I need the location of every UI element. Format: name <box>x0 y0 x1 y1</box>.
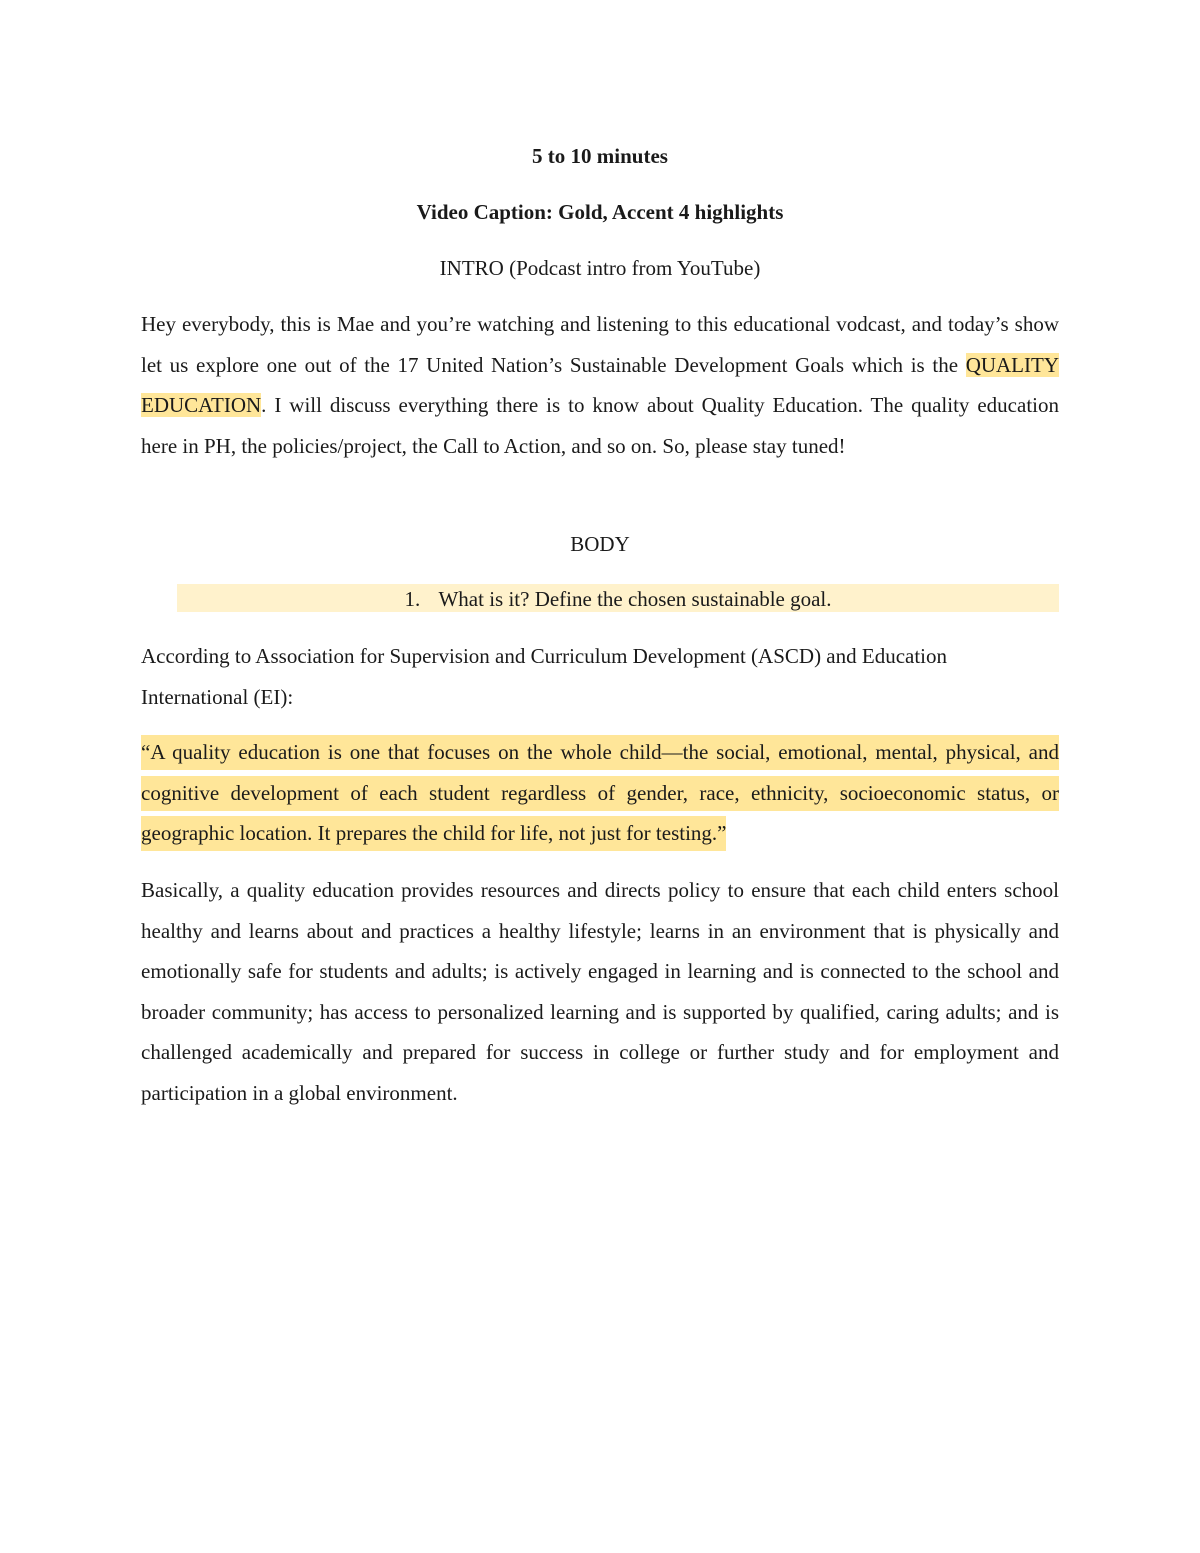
quality-education-highlight: QUALITY EDUCATION <box>141 352 1059 417</box>
quote-highlight: “A quality education is one that focuses on the whole child—the social, emotional, mental, physical, and cognitive development of each student regardless of gender, race, ethnicity, socioeconomic status, or geographic location. It prepares the child for life, not just for testing.” <box>141 735 1059 851</box>
intro-text-start: Hey everybody, this is Mae and you’re watching and listening to this educational vodcast, and today’s show let us explore one out of the 17 United Nation’s Sustainable Development Goals which is the <box>141 312 1059 377</box>
list-number: 1. <box>404 587 421 611</box>
quote-paragraph <box>141 732 1059 854</box>
summary-paragraph: Basically, a quality education provides resources and directs policy to ensure that each child enters school healthy and learns about and practices a healthy lifestyle; learns in an environment that is physically and emotionally safe for students and adults; is actively engaged in learning and is connected to the school and broader community; has access to personalized learning and is supported by qualified, caring adults; and is challenged academically and prepared for success in college or further study and for employment and participation in a global environment. <box>141 878 1059 1105</box>
page-title: 5 to 10 minutes <box>532 144 668 168</box>
intro-text-end: . I will discuss everything there is to know about Quality Education. The quality education here in PH, the policies/project, the Call to Action, and so on. So, please stay tuned! <box>141 393 1059 458</box>
question-text: What is it? Define the chosen sustainable goal. <box>438 587 832 611</box>
body-heading: BODY <box>570 532 630 556</box>
source-paragraph: According to Association for Supervision and Curriculum Development (ASCD) and Education International (EI): <box>141 644 948 709</box>
intro-heading: INTRO (Podcast intro from YouTube) <box>439 256 761 280</box>
question-list-item <box>177 584 1059 612</box>
video-caption-note: Video Caption: Gold, Accent 4 highlights <box>416 200 784 224</box>
intro-paragraph <box>141 304 1059 466</box>
